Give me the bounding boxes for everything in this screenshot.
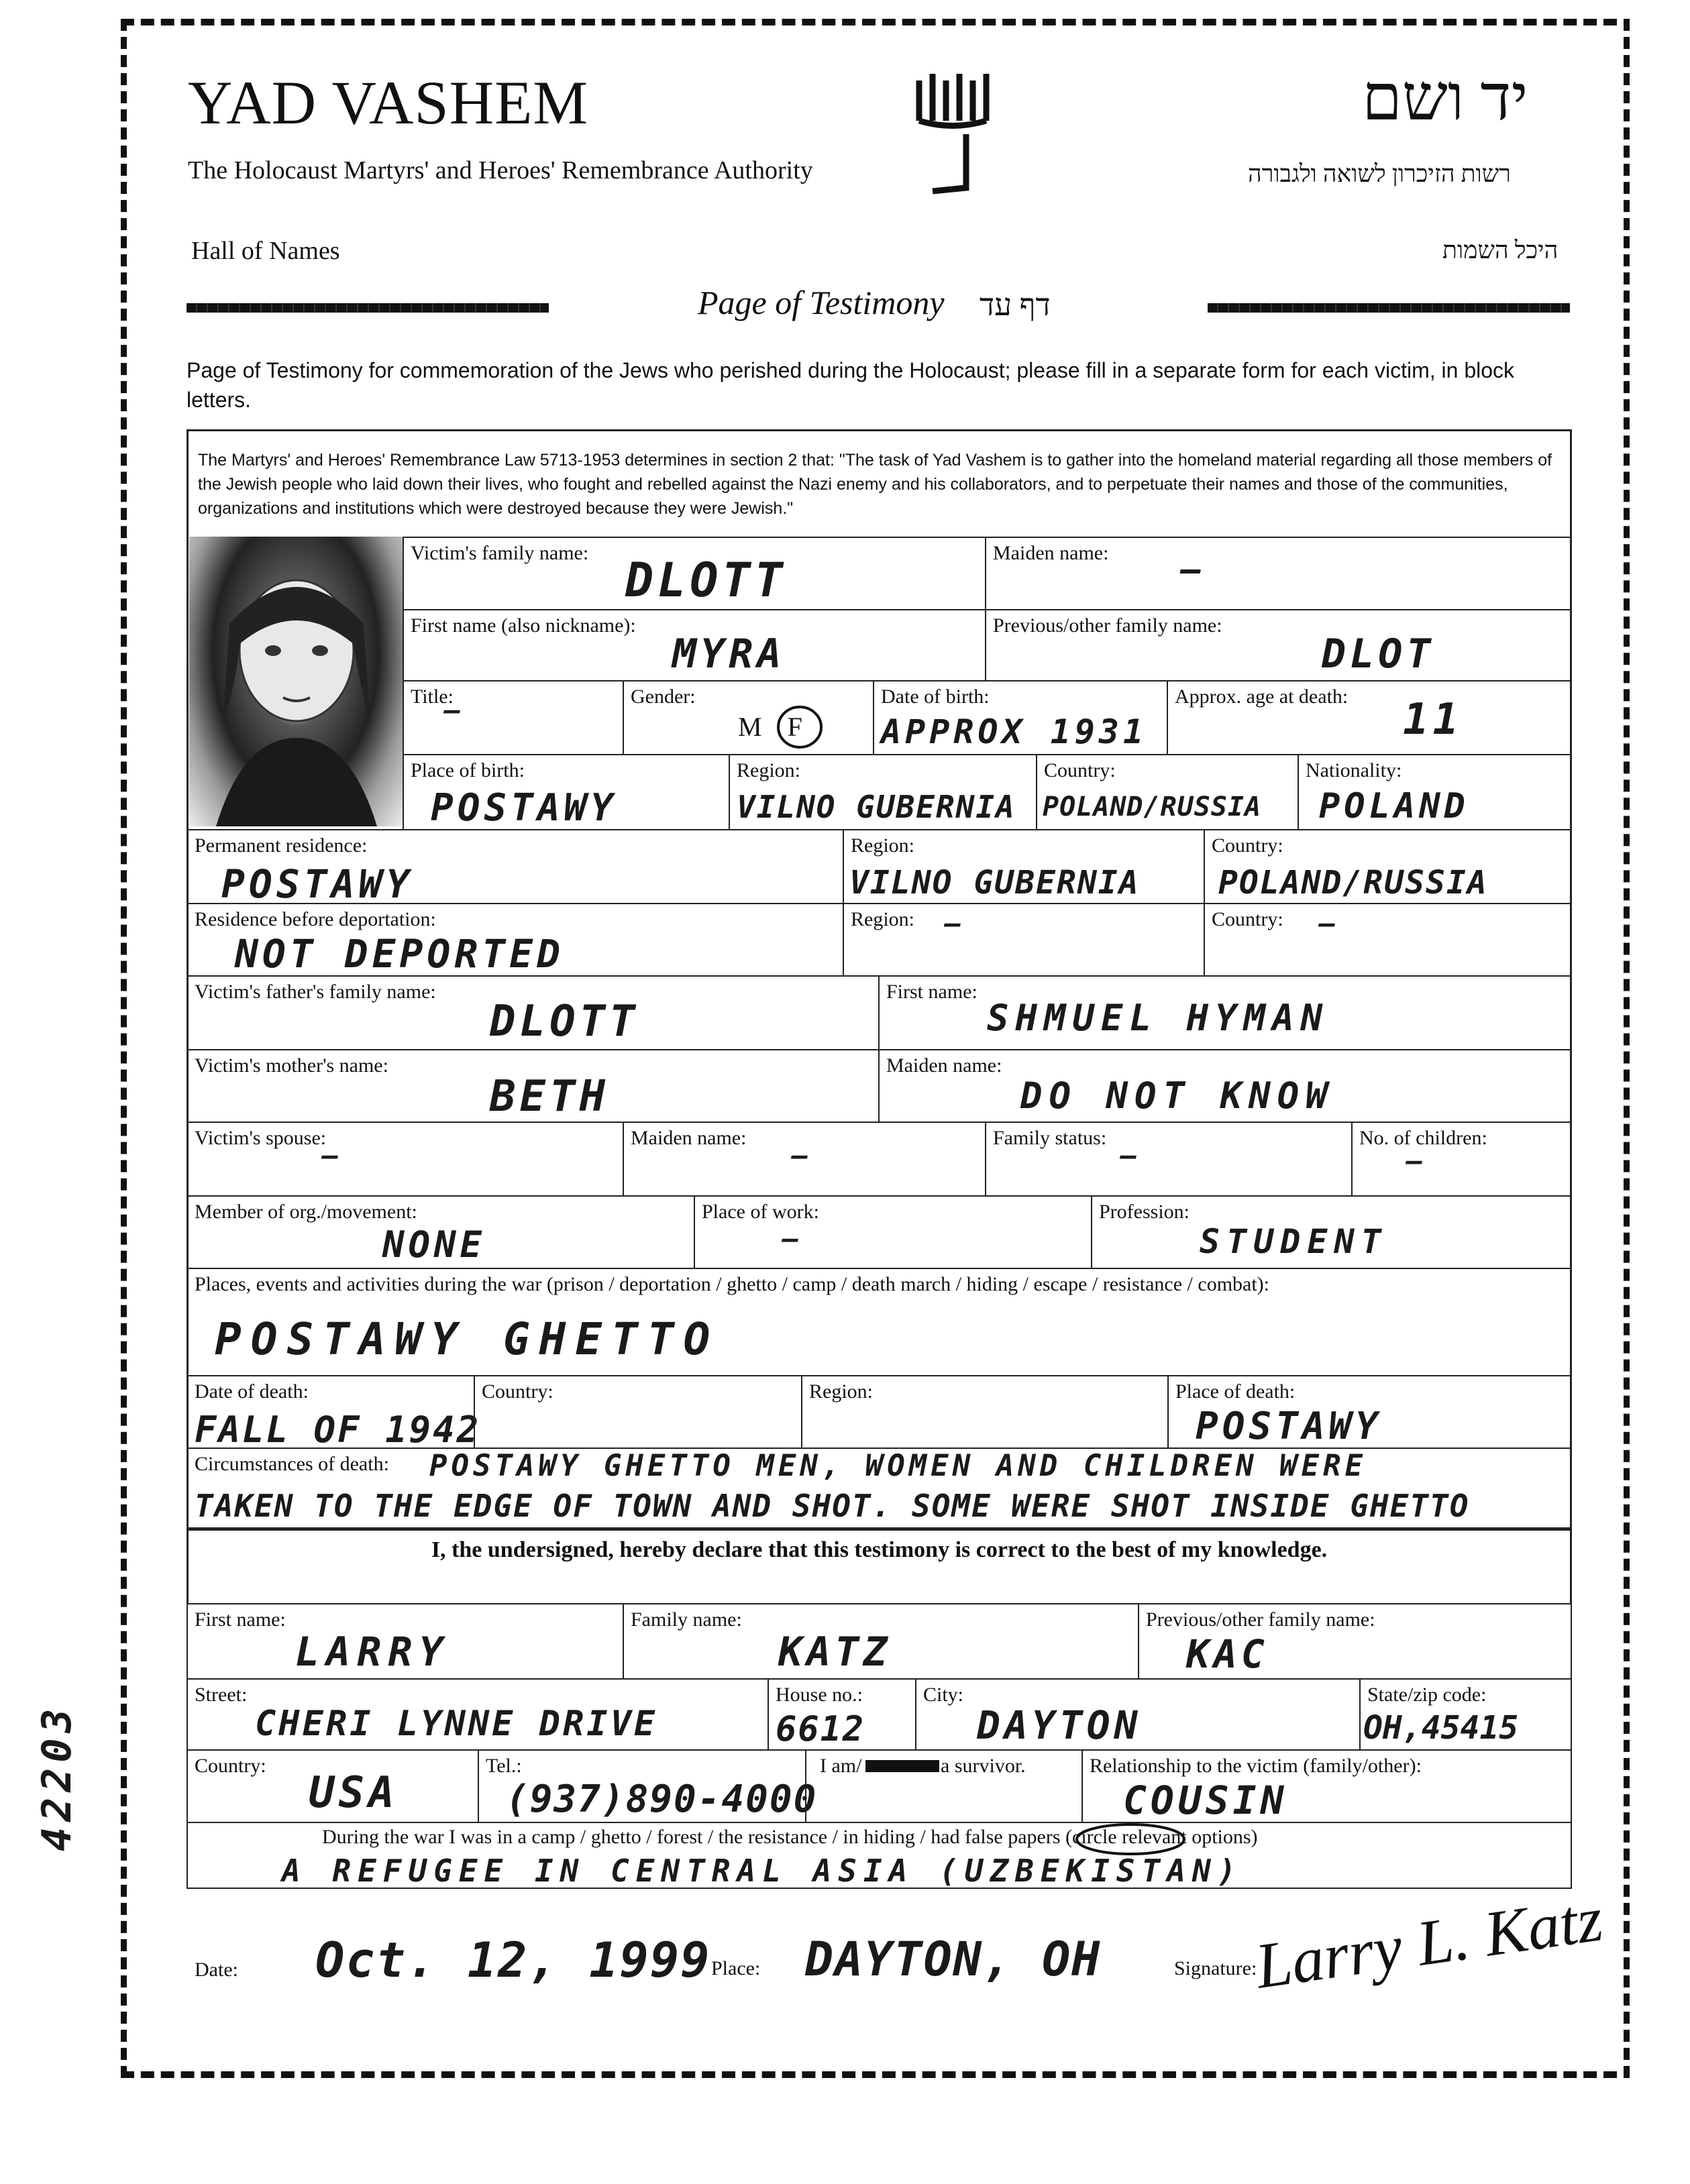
place-of-death-cell[interactable]: Place of death: POSTAWY xyxy=(1167,1375,1572,1449)
org-subtitle-hebrew: רשות הזיכרון לשואה ולגבורה xyxy=(1248,160,1511,187)
form-title-hebrew: דף עד xyxy=(980,288,1051,322)
region-of-birth-cell[interactable]: Region: VILNO GUBERNIA xyxy=(729,754,1037,830)
victim-family-name: DLOTT xyxy=(625,553,787,608)
house-number-cell[interactable]: House no.: 6612 xyxy=(768,1678,916,1751)
signature-label: Signature: xyxy=(1174,1957,1257,1979)
permanent-region-cell[interactable]: Region: VILNO GUBERNIA xyxy=(843,829,1205,904)
title-bar-left xyxy=(187,303,549,313)
hall-of-names: Hall of Names xyxy=(191,237,340,265)
victim-family-name-cell[interactable]: Victim's family name: DLOTT xyxy=(403,537,986,610)
frame-left xyxy=(121,19,127,2078)
frame-bottom xyxy=(121,2071,1617,2078)
number-of-children-cell[interactable]: No. of children: — xyxy=(1351,1122,1572,1197)
in-hiding-circle-icon xyxy=(1073,1820,1187,1857)
signature: Larry L. Katz xyxy=(1251,1882,1607,2002)
relationship-cell[interactable]: Relationship to the victim (family/other): COUSIN xyxy=(1081,1749,1572,1823)
spouse-maiden-name-cell[interactable]: Maiden name: — xyxy=(623,1122,986,1197)
during-war-cell[interactable]: During the war I was in a camp / ghetto / forest / the resistance / in hiding / had false papers (circle relevant options) A REFUGEE IN CENTRAL ASIA (UZBEKISTAN) xyxy=(187,1822,1572,1889)
war-places-cell[interactable]: Places, events and activities during the war (prison / deportation / ghetto / camp / death march / hiding / escape / resistance / combat): POSTAWY GHETTO xyxy=(187,1268,1572,1376)
title-cell[interactable]: Title: — xyxy=(403,680,624,755)
victim-first-name: MYRA xyxy=(672,631,786,677)
father-family-name-cell[interactable]: Victim's father's family name: DLOTT xyxy=(187,975,880,1050)
maiden-name-cell[interactable]: Maiden name: — xyxy=(985,537,1572,610)
frame-top xyxy=(121,19,1617,25)
previous-family-name-cell[interactable]: Previous/other family name: DLOT xyxy=(985,609,1572,681)
declaration-row xyxy=(187,1531,1572,1604)
permanent-residence-cell[interactable]: Permanent residence: POSTAWY xyxy=(187,829,844,904)
redacted-mark xyxy=(865,1760,939,1772)
gender-circle-icon xyxy=(773,699,827,753)
form-title: Page of Testimony xyxy=(698,284,945,321)
menorah-logo-icon xyxy=(906,67,1006,201)
city-cell[interactable]: City: DAYTON xyxy=(915,1678,1361,1751)
spouse-cell[interactable]: Victim's spouse: — xyxy=(187,1122,624,1197)
country-of-birth-cell[interactable]: Country: POLAND/RUSSIA xyxy=(1036,754,1299,830)
side-number: 42203 xyxy=(34,1703,81,1851)
place-value: DAYTON, OH xyxy=(805,1932,1102,1987)
submitter-family-name-cell[interactable]: Family name: KATZ xyxy=(623,1603,1139,1680)
submitter-previous-name-cell[interactable]: Previous/other family name: KAC xyxy=(1138,1603,1572,1680)
org-name-hebrew: יד ושם xyxy=(1362,62,1528,133)
portrait-icon xyxy=(189,537,403,826)
declaration-text: I, the undersigned, hereby declare that this testimony is correct to the best of my knowledge. xyxy=(431,1537,1328,1562)
intro-text: Page of Testimony for commemoration of the Jews who perished during the Holocaust; please fill in a separate form for each victim, in block letters. xyxy=(187,358,1515,412)
permanent-country-cell[interactable]: Country: POLAND/RUSSIA xyxy=(1204,829,1572,904)
residence-country-cell[interactable]: Country: — xyxy=(1204,903,1572,977)
death-region-cell[interactable]: Region: xyxy=(801,1375,1169,1449)
place-of-birth-cell[interactable]: Place of birth: POSTAWY xyxy=(403,754,730,830)
street-cell[interactable]: Street: CHERI LYNNE DRIVE xyxy=(187,1678,769,1751)
nationality-cell[interactable]: Nationality: POLAND xyxy=(1298,754,1572,830)
hall-of-names-hebrew: היכל השמות xyxy=(1442,237,1559,264)
org-subtitle: The Holocaust Martyrs' and Heroes' Remembrance Authority xyxy=(188,156,813,184)
law-text: The Martyrs' and Heroes' Remembrance Law 5713-1953 determines in section 2 that: "The task of Yad Vashem is to gather into the homeland material regarding all those members of the Jewish people who laid down their lives, who fought and rebelled against the Nazi enemy and his collaborators, and to perpetuate their names and those of the communities, organizations and institutions which were destroyed because they were Jewish." xyxy=(198,451,1552,518)
father-first-name-cell[interactable]: First name: SHMUEL HYMAN xyxy=(878,975,1572,1050)
frame-right xyxy=(1624,19,1630,2078)
mother-maiden-name-cell[interactable]: Maiden name: DO NOT KNOW xyxy=(878,1049,1572,1123)
date-of-death-cell[interactable]: Date of death: FALL OF 1942 xyxy=(187,1375,475,1449)
place-label: Place: xyxy=(711,1957,761,1979)
member-org-cell[interactable]: Member of org./movement: NONE xyxy=(187,1195,695,1269)
date-value: Oct. 12, 1999 xyxy=(315,1932,711,1988)
zip-cell[interactable]: State/zip code: OH,45415 xyxy=(1359,1678,1572,1751)
mother-name-cell[interactable]: Victim's mother's name: BETH xyxy=(187,1049,880,1123)
age-at-death-cell[interactable]: Approx. age at death: 11 xyxy=(1167,680,1572,755)
submitter-country-cell[interactable]: Country: USA xyxy=(187,1749,479,1823)
title-bar-right xyxy=(1208,303,1570,313)
place-of-work-cell[interactable]: Place of work: — xyxy=(694,1195,1092,1269)
family-status-cell[interactable]: Family status: — xyxy=(985,1122,1353,1197)
circumstances-of-death-cell[interactable]: Circumstances of death: POSTAWY GHETTO MEN, WOMEN AND CHILDREN WERE TAKEN TO THE EDGE OF TOWN AND SHOT. SOME WERE SHOT INSIDE GHETTO xyxy=(187,1448,1572,1531)
date-of-birth-cell[interactable]: Date of birth: APPROX 1931 xyxy=(873,680,1168,755)
date-label: Date: xyxy=(195,1959,238,1981)
survivor-cell[interactable]: I am/ a survivor. xyxy=(805,1749,1083,1823)
submitter-first-name-cell[interactable]: First name: LARRY xyxy=(187,1603,624,1680)
org-name: YAD VASHEM xyxy=(188,68,589,137)
telephone-cell[interactable]: Tel.: (937)890-4000 xyxy=(478,1749,806,1823)
residence-region-cell[interactable]: Region: — xyxy=(843,903,1205,977)
residence-before-deportation-cell[interactable]: Residence before deportation: NOT DEPORTED xyxy=(187,903,844,977)
profession-cell[interactable]: Profession: STUDENT xyxy=(1091,1195,1572,1269)
death-country-cell[interactable]: Country: xyxy=(474,1375,802,1449)
first-name-cell[interactable]: First name (also nickname): MYRA xyxy=(403,609,986,681)
victim-photo xyxy=(189,537,403,826)
gender-cell[interactable]: Gender: M F xyxy=(623,680,874,755)
